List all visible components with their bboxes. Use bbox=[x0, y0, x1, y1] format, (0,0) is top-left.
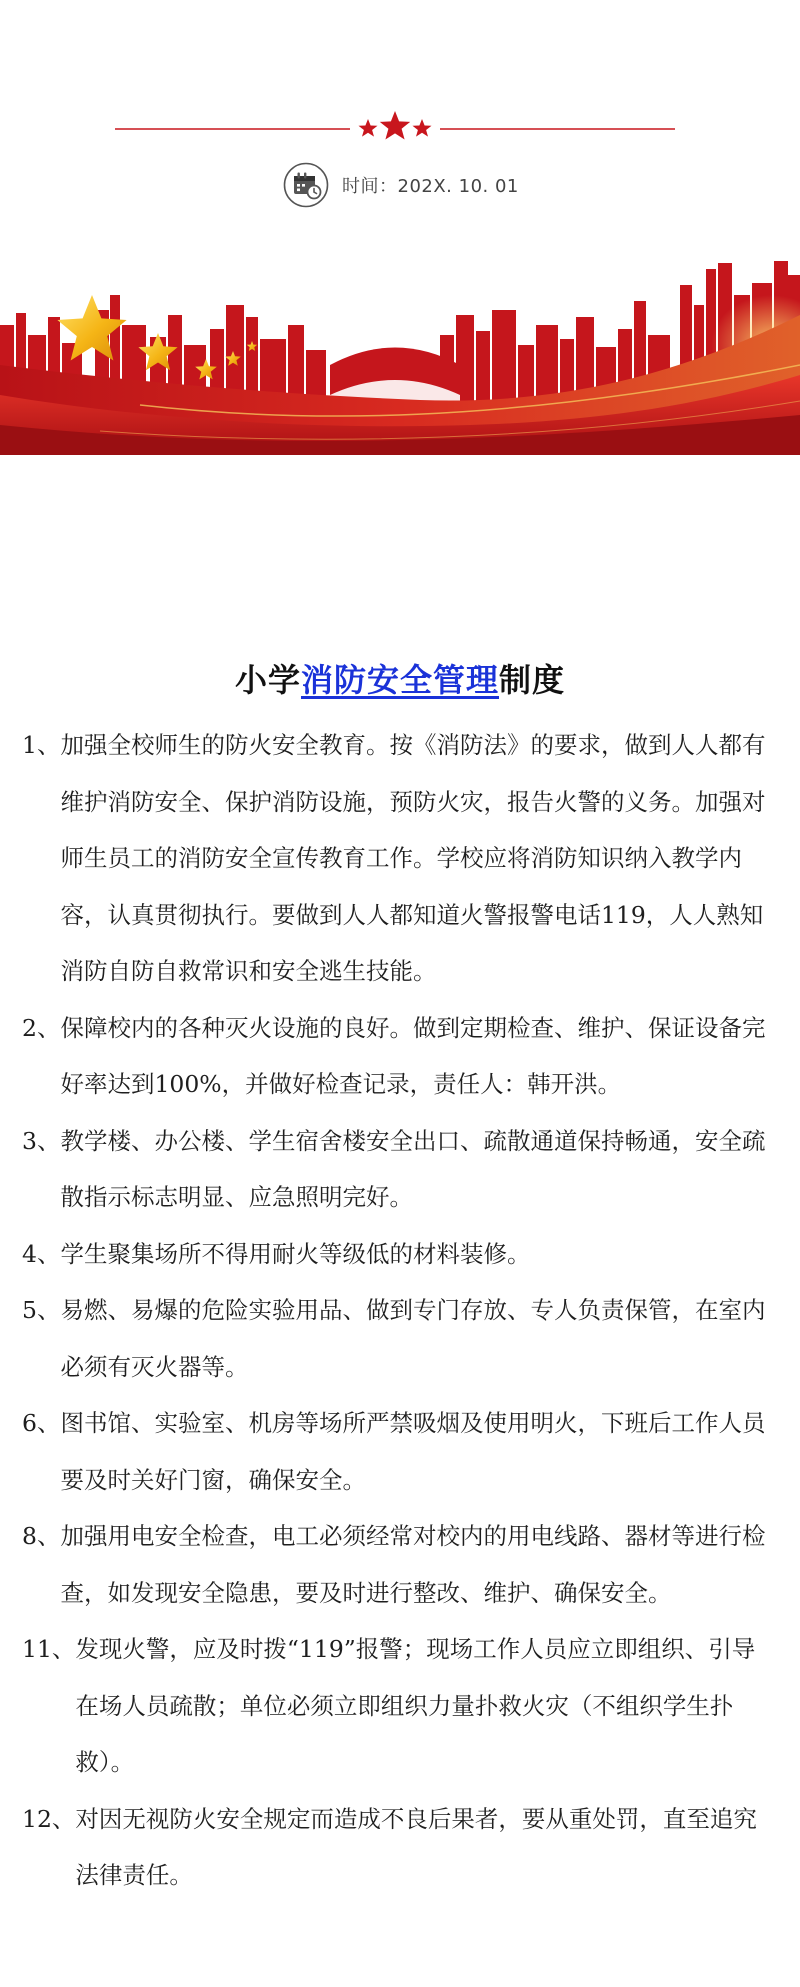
item-text: 加强用电安全检查，电工必须经常对校内的用电线路、器材等进行检查，如发现安全隐患，要及时进行整改、维护、确保安全。 bbox=[60, 1522, 766, 1607]
list-item bbox=[22, 1395, 777, 1508]
small-star-icon bbox=[359, 119, 378, 137]
list-item bbox=[22, 1508, 777, 1621]
three-stars-divider-icon bbox=[115, 105, 675, 151]
list-item bbox=[22, 1113, 777, 1226]
list-item bbox=[22, 1226, 777, 1283]
rules-list bbox=[22, 717, 777, 1904]
item-number: 1、 bbox=[22, 731, 61, 759]
item-text: 易燃、易爆的危险实验用品、做到专门存放、专人负责保管，在室内必须有灭火器等。 bbox=[60, 1296, 766, 1381]
list-item bbox=[22, 1621, 777, 1791]
red-skyline-banner bbox=[0, 255, 800, 455]
list-item bbox=[22, 1282, 777, 1395]
item-text: 学生聚集场所不得用耐火等级低的材料装修。 bbox=[60, 1239, 531, 1268]
item-text: 发现火警，应及时拨“119”报警；现场工作人员应立即组织、引导在场人员疏散；单位必须立即组织力量扑救火灾（不组织学生扑救）。 bbox=[75, 1635, 756, 1776]
small-star-icon bbox=[413, 119, 432, 137]
item-number: 5、 bbox=[22, 1296, 61, 1324]
item-text: 图书馆、实验室、机房等场所严禁吸烟及使用明火，下班后工作人员要及时关好门窗，确保安全。 bbox=[60, 1409, 766, 1494]
title-suffix: 制度 bbox=[499, 661, 566, 699]
item-number: 4、 bbox=[22, 1239, 61, 1268]
title-keyword-link[interactable]: 消防安全管理 bbox=[300, 661, 499, 699]
item-number: 12、 bbox=[22, 1804, 76, 1833]
list-item bbox=[22, 1000, 777, 1113]
item-text: 加强全校师生的防火安全教育。按《消防法》的要求，做到人人都有维护消防安全、保护消防设施，预防火灾，报告火警的义务。加强对师生员工的消防安全宣传教育工作。学校应将消防知识纳入教学内容，认真贯彻执行。要做到人人都知道火警报警电话119，人人熟知消防自防自救常识和安全逃生技能。 bbox=[60, 731, 766, 985]
document-title bbox=[0, 655, 800, 701]
date-row bbox=[283, 162, 519, 208]
date-text: 时间：202X. 10. 01 bbox=[342, 176, 519, 197]
item-number: 6、 bbox=[22, 1409, 61, 1437]
large-star-icon bbox=[380, 111, 410, 140]
list-item bbox=[22, 717, 777, 1000]
item-text: 教学楼、办公楼、学生宿舍楼安全出口、疏散通道保持畅通，安全疏散指示标志明显、应急照明完好。 bbox=[60, 1126, 766, 1211]
item-text: 对因无视防火安全规定而造成不良后果者，要从重处罚，直至追究法律责任。 bbox=[75, 1804, 757, 1889]
list-item bbox=[22, 1791, 777, 1904]
item-number: 3、 bbox=[22, 1126, 61, 1155]
calendar-clock-icon bbox=[283, 162, 329, 208]
item-number: 8、 bbox=[22, 1522, 61, 1550]
item-text: 保障校内的各种灭火设施的良好。做到定期检查、维护、保证设备完好率达到100%，并做好检查记录，责任人：韩开洪。 bbox=[60, 1013, 766, 1098]
item-number: 11、 bbox=[22, 1635, 76, 1663]
item-number: 2、 bbox=[22, 1013, 61, 1042]
title-prefix: 小学 bbox=[234, 661, 301, 699]
